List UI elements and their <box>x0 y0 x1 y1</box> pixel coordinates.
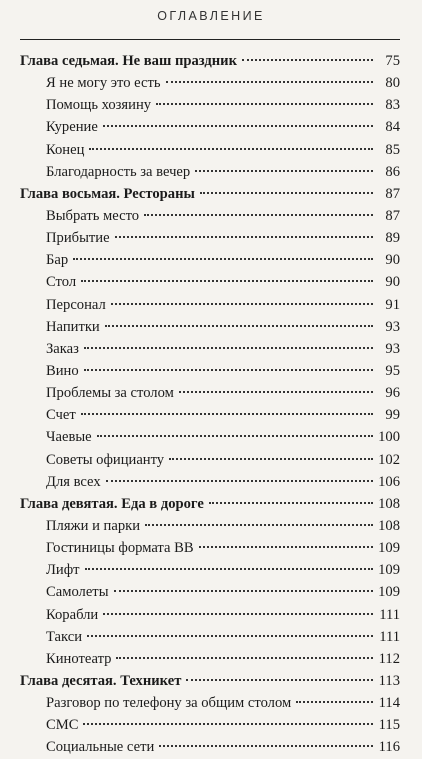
table-of-contents <box>20 50 400 759</box>
toc-entry-page-number: 89 <box>385 230 400 247</box>
dot-leader <box>114 590 374 592</box>
toc-entry-page-number: 116 <box>378 739 400 756</box>
dot-leader <box>83 723 373 725</box>
dot-leader <box>199 546 373 548</box>
toc-section-entry <box>20 449 400 471</box>
toc-entry-title: Глава восьмая. Рестораны <box>20 185 195 202</box>
toc-entry-page-number: 75 <box>385 53 400 69</box>
dot-leader <box>84 347 373 349</box>
dot-leader <box>115 236 373 238</box>
toc-entry-title: Гостиницы формата ВВ <box>46 540 194 557</box>
toc-chapter-entry <box>20 183 400 205</box>
toc-section-entry <box>20 537 400 559</box>
toc-entry-title: Персонал <box>46 296 106 313</box>
dot-leader <box>97 435 373 437</box>
toc-entry-title: Такси <box>46 628 83 645</box>
toc-entry-page-number: 111 <box>379 628 400 645</box>
toc-entry-page-number: 95 <box>385 362 400 379</box>
toc-entry-title: Кинотеатр <box>46 650 112 667</box>
toc-entry-page-number: 113 <box>378 672 400 689</box>
toc-entry-title: Глава девятая. Еда в дороге <box>20 495 204 512</box>
toc-section-entry <box>20 271 400 293</box>
toc-entry-page-number: 87 <box>385 185 400 202</box>
toc-entry-page-number: 108 <box>378 517 400 534</box>
toc-entry-page-number: 87 <box>385 207 400 224</box>
dot-leader <box>89 148 373 150</box>
toc-section-entry <box>20 736 400 758</box>
toc-entry-title: Лифт <box>46 562 80 579</box>
toc-entry-title: Благодарность за вечер <box>46 163 191 180</box>
toc-entry-title: Выбрать место <box>46 207 140 224</box>
toc-entry-page-number: 102 <box>378 451 400 468</box>
toc-entry-page-number: 93 <box>385 340 400 357</box>
toc-entry-title: Бар <box>46 252 69 269</box>
toc-entry-title: СМС <box>46 717 79 734</box>
toc-entry-page-number: 109 <box>378 562 400 579</box>
toc-entry-title: Вино <box>46 362 79 379</box>
toc-section-entry <box>20 316 400 338</box>
dot-leader <box>159 745 373 747</box>
dot-leader <box>111 303 373 305</box>
dot-leader <box>81 413 373 415</box>
toc-entry-title: Помощь хозяину <box>46 97 152 114</box>
toc-section-entry <box>20 94 400 116</box>
dot-leader <box>209 502 373 504</box>
toc-entry-title: Для всех <box>46 473 101 490</box>
toc-entry-page-number: 112 <box>378 650 400 667</box>
toc-section-entry <box>20 515 400 537</box>
toc-section-entry <box>20 626 400 648</box>
toc-chapter-entry <box>20 670 400 692</box>
toc-entry-page-number: 90 <box>385 252 400 269</box>
toc-section-entry <box>20 426 400 448</box>
dot-leader <box>296 701 373 703</box>
dot-leader <box>106 480 373 482</box>
dot-leader <box>186 679 373 681</box>
toc-entry-page-number: 85 <box>385 141 400 158</box>
toc-entry-title: Заказ <box>46 340 79 357</box>
toc-section-entry <box>20 116 400 138</box>
toc-entry-title: Самолеты <box>46 584 109 601</box>
dot-leader <box>85 568 373 570</box>
toc-entry-title: Чаевые <box>46 429 92 446</box>
dot-leader <box>84 369 373 371</box>
toc-entry-page-number: 109 <box>378 584 400 601</box>
toc-section-entry <box>20 72 400 94</box>
dot-leader <box>195 170 373 172</box>
toc-section-entry <box>20 692 400 714</box>
toc-entry-title: Я не могу это есть <box>46 75 161 92</box>
toc-section-entry <box>20 581 400 603</box>
dot-leader <box>87 635 373 637</box>
toc-entry-page-number: 84 <box>385 119 400 136</box>
toc-chapter-entry <box>20 50 400 72</box>
toc-entry-title: Советы официанту <box>46 451 165 468</box>
toc-entry-page-number: 90 <box>385 274 400 291</box>
dot-leader <box>103 613 373 615</box>
toc-section-entry <box>20 382 400 404</box>
toc-entry-page-number: 100 <box>378 429 400 446</box>
toc-entry-title: Социальные сети <box>46 739 155 756</box>
toc-entry-page-number: 93 <box>385 318 400 335</box>
toc-chapter-entry <box>20 493 400 515</box>
toc-entry-page-number: 111 <box>379 606 400 623</box>
toc-section-entry <box>20 648 400 670</box>
toc-section-entry <box>20 714 400 736</box>
dot-leader <box>105 325 373 327</box>
toc-section-entry <box>20 249 400 271</box>
dot-leader <box>145 524 373 526</box>
toc-entry-title: Глава седьмая. Не ваш праздник <box>20 53 237 69</box>
toc-entry-title: Конец <box>46 141 85 158</box>
toc-entry-title: Напитки <box>46 318 100 335</box>
toc-section-entry <box>20 404 400 426</box>
dot-leader <box>166 81 373 83</box>
toc-section-entry <box>20 161 400 183</box>
dot-leader <box>200 192 373 194</box>
toc-entry-page-number: 86 <box>385 163 400 180</box>
toc-entry-title: Стол <box>46 274 77 291</box>
toc-entry-title: Счет <box>46 407 76 424</box>
toc-entry-page-number: 91 <box>385 296 400 313</box>
dot-leader <box>116 657 373 659</box>
toc-entry-page-number: 106 <box>378 473 400 490</box>
dot-leader <box>73 258 373 260</box>
toc-section-entry <box>20 559 400 581</box>
toc-entry-page-number: 114 <box>378 695 400 712</box>
toc-entry-page-number: 115 <box>378 717 400 734</box>
dot-leader <box>81 280 373 282</box>
toc-entry-title: Разговор по телефону за общим столом <box>46 695 292 712</box>
toc-entry-page-number: 83 <box>385 97 400 114</box>
toc-entry-title: Проблемы за столом <box>46 385 174 402</box>
toc-entry-title: Прибытие <box>46 230 110 247</box>
toc-section-entry <box>20 338 400 360</box>
toc-entry-title: Глава десятая. Техникет <box>20 672 182 689</box>
toc-entry-page-number: 96 <box>385 385 400 402</box>
toc-entry-page-number: 108 <box>378 495 400 512</box>
toc-section-entry <box>20 360 400 382</box>
header-rule <box>20 39 400 40</box>
toc-section-entry <box>20 471 400 493</box>
dot-leader <box>144 214 373 216</box>
toc-entry-page-number: 99 <box>385 407 400 424</box>
dot-leader <box>179 391 373 393</box>
dot-leader <box>242 59 373 61</box>
toc-section-entry <box>20 294 400 316</box>
dot-leader <box>156 103 373 105</box>
toc-entry-page-number: 109 <box>378 540 400 557</box>
dot-leader <box>169 458 373 460</box>
toc-section-entry <box>20 604 400 626</box>
toc-section-entry <box>20 227 400 249</box>
toc-entry-title: Корабли <box>46 606 99 623</box>
dot-leader <box>103 125 373 127</box>
toc-entry-title: Курение <box>46 119 98 136</box>
toc-section-entry <box>20 205 400 227</box>
toc-section-entry <box>20 139 400 161</box>
toc-entry-page-number: 80 <box>385 75 400 92</box>
toc-entry-title: Пляжи и парки <box>46 517 141 534</box>
page-header: ОГЛАВЛЕНИЕ <box>157 9 265 23</box>
